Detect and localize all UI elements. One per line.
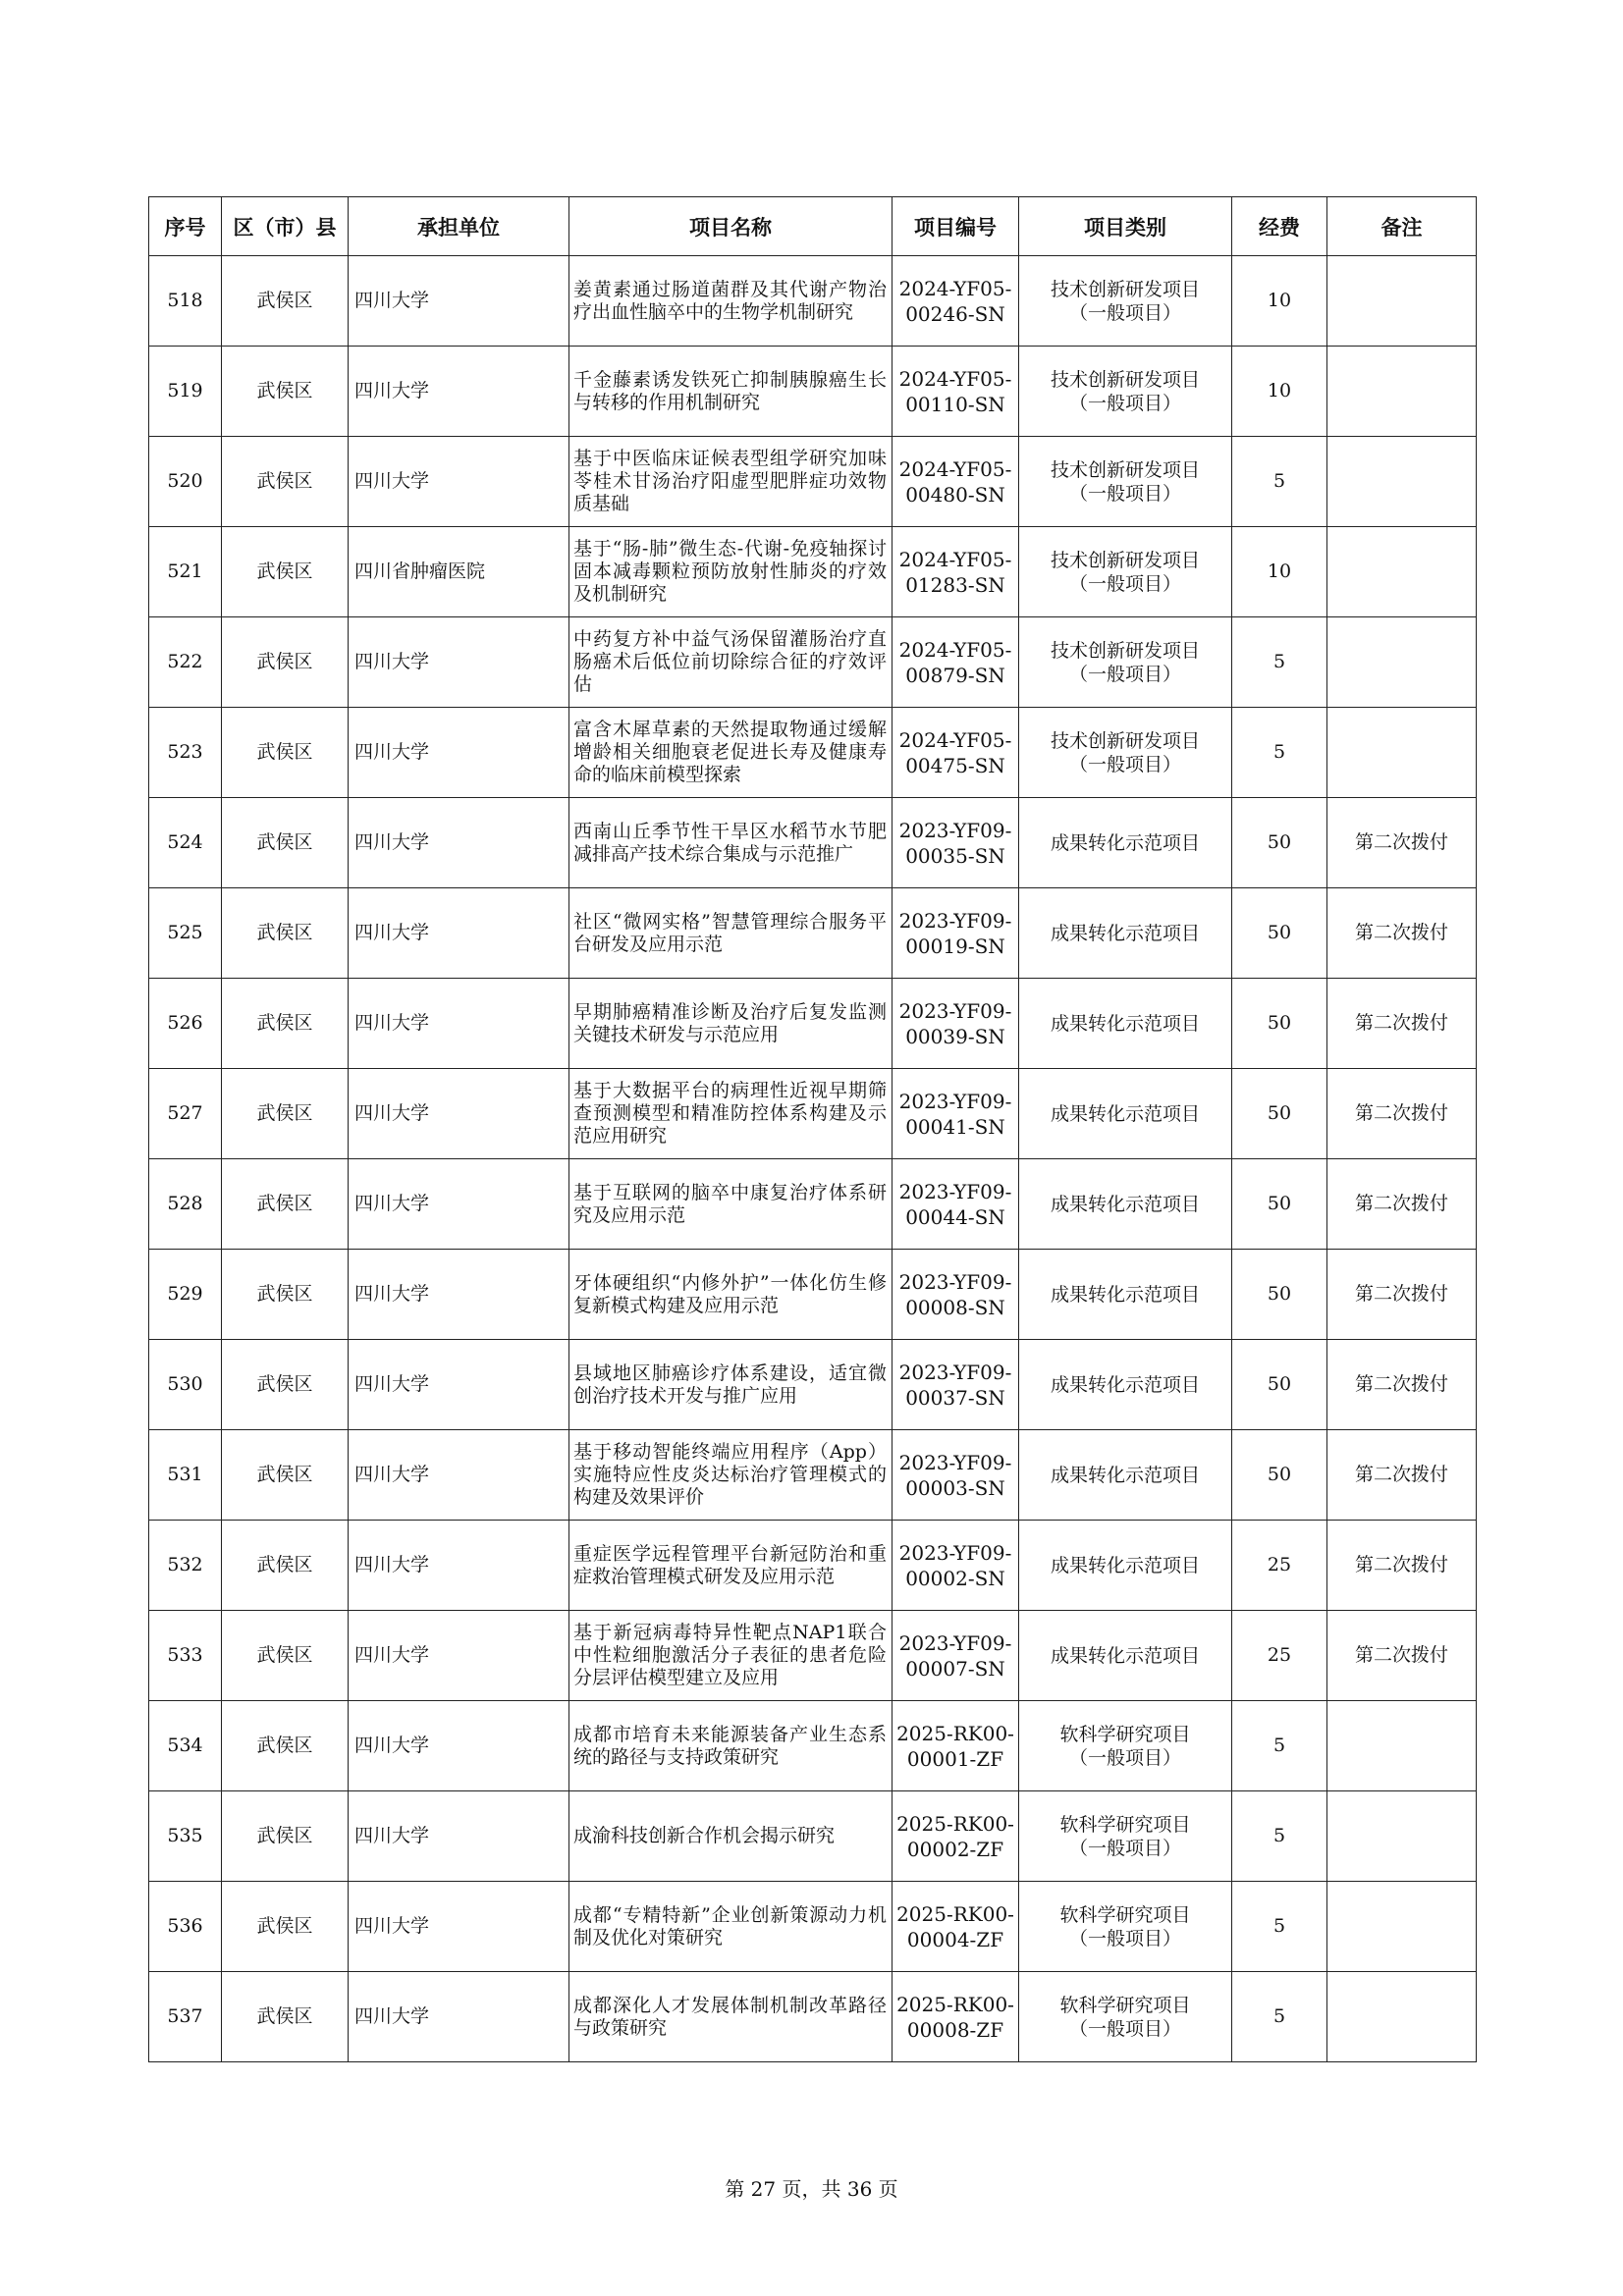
cell-project-name: 成都深化人才发展体制机制改革路径与政策研究 xyxy=(569,1972,893,2062)
cell-district: 武侯区 xyxy=(222,1701,349,1791)
header-unit: 承担单位 xyxy=(349,197,569,256)
cell-remark: 第二次拨付 xyxy=(1327,1611,1477,1701)
cell-unit: 四川大学 xyxy=(349,347,569,437)
cell-project-name: 县域地区肺癌诊疗体系建设，适宜微创治疗技术开发与推广应用 xyxy=(569,1340,893,1430)
cell-index: 523 xyxy=(149,708,222,798)
project-code-line: 2024-YF05- xyxy=(898,366,1012,391)
cell-index: 528 xyxy=(149,1159,222,1250)
cell-index: 533 xyxy=(149,1611,222,1701)
cell-unit: 四川大学 xyxy=(349,708,569,798)
cell-project-code xyxy=(893,1611,1019,1701)
project-code-line: 2024-YF05- xyxy=(898,276,1012,300)
cell-project-name: 西南山丘季节性干旱区水稻节水节肥减排高产技术综合集成与示范推广 xyxy=(569,798,893,888)
project-code-line: 2025-RK00- xyxy=(896,1901,1014,1926)
project-code-line: 00003-SN xyxy=(905,1475,1005,1500)
project-code-line: 2023-YF09- xyxy=(898,1540,1012,1565)
cell-project-name: 牙体硬组织“内修外护”一体化仿生修复新模式构建及应用示范 xyxy=(569,1250,893,1340)
cell-district: 武侯区 xyxy=(222,708,349,798)
cell-project-code xyxy=(893,617,1019,708)
project-category-line: 成果转化示范项目 xyxy=(1050,922,1200,944)
cell-project-category xyxy=(1019,1521,1232,1611)
cell-project-name: 中药复方补中益气汤保留灌肠治疗直肠癌术后低位前切除综合征的疗效评估 xyxy=(569,617,893,708)
cell-project-category xyxy=(1019,527,1232,617)
cell-funding: 50 xyxy=(1232,1069,1327,1159)
cell-project-code xyxy=(893,1972,1019,2062)
project-code-line: 2025-RK00- xyxy=(896,1992,1014,2016)
project-code-line: 2023-YF09- xyxy=(898,998,1012,1023)
project-category-line: 技术创新研发项目 xyxy=(1050,278,1200,300)
cell-index: 532 xyxy=(149,1521,222,1611)
table-row xyxy=(149,1250,1477,1340)
project-code-line: 2023-YF09- xyxy=(898,908,1012,933)
project-code-line: 00044-SN xyxy=(905,1204,1005,1229)
project-category-line: 成果转化示范项目 xyxy=(1050,1644,1200,1667)
table-body xyxy=(149,256,1477,2062)
project-code-line: 00110-SN xyxy=(905,392,1005,416)
cell-unit: 四川大学 xyxy=(349,437,569,527)
cell-district: 武侯区 xyxy=(222,1250,349,1340)
cell-unit: 四川大学 xyxy=(349,1611,569,1701)
cell-unit: 四川大学 xyxy=(349,798,569,888)
cell-district: 武侯区 xyxy=(222,1430,349,1521)
project-category-line: 成果转化示范项目 xyxy=(1050,1283,1200,1306)
cell-index: 526 xyxy=(149,979,222,1069)
cell-district: 武侯区 xyxy=(222,256,349,347)
project-category-line: （一般项目） xyxy=(1068,663,1181,685)
cell-district: 武侯区 xyxy=(222,888,349,979)
project-category-line: 成果转化示范项目 xyxy=(1050,1012,1200,1035)
cell-project-name: 基于互联网的脑卒中康复治疗体系研究及应用示范 xyxy=(569,1159,893,1250)
cell-remark: 第二次拨付 xyxy=(1327,1521,1477,1611)
project-code-line: 00039-SN xyxy=(905,1024,1005,1048)
cell-index: 530 xyxy=(149,1340,222,1430)
cell-project-category xyxy=(1019,1882,1232,1972)
cell-unit: 四川大学 xyxy=(349,1521,569,1611)
project-code-line: 2023-YF09- xyxy=(898,1630,1012,1655)
cell-project-category xyxy=(1019,1972,1232,2062)
cell-project-name: 成都市培育未来能源装备产业生态系统的路径与支持政策研究 xyxy=(569,1701,893,1791)
project-code-line: 00475-SN xyxy=(905,753,1005,777)
cell-project-code xyxy=(893,1159,1019,1250)
project-category-line: （一般项目） xyxy=(1068,482,1181,505)
cell-project-code xyxy=(893,1882,1019,1972)
cell-project-name: 成渝科技创新合作机会揭示研究 xyxy=(569,1791,893,1882)
cell-project-code xyxy=(893,527,1019,617)
cell-remark xyxy=(1327,708,1477,798)
table-row xyxy=(149,979,1477,1069)
cell-project-code xyxy=(893,1791,1019,1882)
cell-unit: 四川大学 xyxy=(349,1430,569,1521)
project-category-line: 技术创新研发项目 xyxy=(1050,549,1200,571)
project-table xyxy=(148,196,1477,2062)
cell-district: 武侯区 xyxy=(222,1521,349,1611)
cell-project-code xyxy=(893,1430,1019,1521)
cell-project-code xyxy=(893,1069,1019,1159)
cell-project-name: 基于“肠-肺”微生态-代谢-免疫轴探讨固本减毒颗粒预防放射性肺炎的疗效及机制研究 xyxy=(569,527,893,617)
cell-district: 武侯区 xyxy=(222,617,349,708)
cell-remark xyxy=(1327,347,1477,437)
cell-district: 武侯区 xyxy=(222,1791,349,1882)
table-row xyxy=(149,1611,1477,1701)
cell-project-category xyxy=(1019,617,1232,708)
cell-project-category xyxy=(1019,437,1232,527)
cell-project-category xyxy=(1019,708,1232,798)
cell-district: 武侯区 xyxy=(222,798,349,888)
cell-project-code xyxy=(893,437,1019,527)
cell-project-code xyxy=(893,1521,1019,1611)
cell-project-category xyxy=(1019,1159,1232,1250)
cell-project-category xyxy=(1019,1250,1232,1340)
cell-index: 535 xyxy=(149,1791,222,1882)
project-category-line: 技术创新研发项目 xyxy=(1050,639,1200,662)
table-row xyxy=(149,1340,1477,1430)
cell-index: 525 xyxy=(149,888,222,979)
table-row xyxy=(149,256,1477,347)
cell-remark xyxy=(1327,527,1477,617)
cell-remark: 第二次拨付 xyxy=(1327,1430,1477,1521)
cell-funding: 50 xyxy=(1232,1340,1327,1430)
project-code-line: 01283-SN xyxy=(905,572,1005,597)
project-code-line: 2023-YF09- xyxy=(898,818,1012,842)
cell-index: 531 xyxy=(149,1430,222,1521)
project-category-line: 技术创新研发项目 xyxy=(1050,458,1200,481)
page-footer: 第 27 页，共 36 页 xyxy=(725,2177,898,2201)
project-category-line: （一般项目） xyxy=(1068,753,1181,775)
header-district: 区（市）县 xyxy=(222,197,349,256)
cell-unit: 四川大学 xyxy=(349,1972,569,2062)
cell-remark xyxy=(1327,1791,1477,1882)
project-code-line: 00008-ZF xyxy=(906,2017,1004,2042)
cell-funding: 25 xyxy=(1232,1521,1327,1611)
project-code-line: 2025-RK00- xyxy=(896,1721,1014,1745)
cell-funding: 50 xyxy=(1232,1159,1327,1250)
cell-index: 522 xyxy=(149,617,222,708)
table-row xyxy=(149,617,1477,708)
cell-project-category xyxy=(1019,1701,1232,1791)
cell-project-name: 基于新冠病毒特异性靶点NAP1联合中性粒细胞激活分子表征的患者危险分层评估模型建立及应用 xyxy=(569,1611,893,1701)
cell-remark: 第二次拨付 xyxy=(1327,1069,1477,1159)
cell-index: 534 xyxy=(149,1701,222,1791)
project-code-line: 00879-SN xyxy=(905,663,1005,687)
header-funding: 经费 xyxy=(1232,197,1327,256)
cell-project-category xyxy=(1019,1069,1232,1159)
header-remark: 备注 xyxy=(1327,197,1477,256)
project-code-line: 00041-SN xyxy=(905,1114,1005,1139)
cell-project-code xyxy=(893,888,1019,979)
project-category-line: 软科学研究项目 xyxy=(1059,1903,1191,1926)
cell-funding: 50 xyxy=(1232,888,1327,979)
cell-district: 武侯区 xyxy=(222,1611,349,1701)
cell-remark xyxy=(1327,1972,1477,2062)
cell-project-name: 成都“专精特新”企业创新策源动力机制及优化对策研究 xyxy=(569,1882,893,1972)
cell-index: 521 xyxy=(149,527,222,617)
cell-funding: 25 xyxy=(1232,1611,1327,1701)
cell-project-category xyxy=(1019,256,1232,347)
cell-district: 武侯区 xyxy=(222,1159,349,1250)
project-code-line: 2024-YF05- xyxy=(898,637,1012,662)
cell-project-code xyxy=(893,1701,1019,1791)
cell-index: 520 xyxy=(149,437,222,527)
cell-project-category xyxy=(1019,1430,1232,1521)
cell-funding: 10 xyxy=(1232,256,1327,347)
cell-project-name: 重症医学远程管理平台新冠防治和重症救治管理模式研发及应用示范 xyxy=(569,1521,893,1611)
cell-project-name: 富含木犀草素的天然提取物通过缓解增龄相关细胞衰老促进长寿及健康寿命的临床前模型探索 xyxy=(569,708,893,798)
header-index: 序号 xyxy=(149,197,222,256)
cell-remark: 第二次拨付 xyxy=(1327,888,1477,979)
project-code-line: 00002-SN xyxy=(905,1566,1005,1590)
project-code-line: 2023-YF09- xyxy=(898,1269,1012,1294)
project-code-line: 2023-YF09- xyxy=(898,1089,1012,1113)
project-code-line: 00002-ZF xyxy=(906,1837,1004,1861)
project-category-line: （一般项目） xyxy=(1068,1837,1181,1859)
cell-project-category xyxy=(1019,798,1232,888)
project-code-line: 2024-YF05- xyxy=(898,456,1012,481)
table-row xyxy=(149,1069,1477,1159)
cell-funding: 10 xyxy=(1232,347,1327,437)
cell-unit: 四川大学 xyxy=(349,1791,569,1882)
cell-project-category xyxy=(1019,1611,1232,1701)
cell-index: 537 xyxy=(149,1972,222,2062)
cell-unit: 四川大学 xyxy=(349,1250,569,1340)
project-code-line: 00246-SN xyxy=(905,301,1005,326)
cell-project-name: 基于大数据平台的病理性近视早期筛查预测模型和精准防控体系构建及示范应用研究 xyxy=(569,1069,893,1159)
project-category-line: 成果转化示范项目 xyxy=(1050,1102,1200,1125)
cell-index: 519 xyxy=(149,347,222,437)
project-code-line: 00007-SN xyxy=(905,1656,1005,1681)
cell-funding: 10 xyxy=(1232,527,1327,617)
cell-index: 529 xyxy=(149,1250,222,1340)
table-row xyxy=(149,1972,1477,2062)
project-code-line: 00001-ZF xyxy=(906,1746,1004,1771)
table-row xyxy=(149,798,1477,888)
cell-project-code xyxy=(893,1250,1019,1340)
project-category-line: 软科学研究项目 xyxy=(1059,1723,1191,1745)
project-code-line: 00035-SN xyxy=(905,843,1005,868)
cell-unit: 四川大学 xyxy=(349,1159,569,1250)
cell-remark: 第二次拨付 xyxy=(1327,1159,1477,1250)
cell-index: 527 xyxy=(149,1069,222,1159)
cell-project-code xyxy=(893,256,1019,347)
project-category-line: 成果转化示范项目 xyxy=(1050,1464,1200,1486)
header-project-category: 项目类别 xyxy=(1019,197,1232,256)
table-row xyxy=(149,1882,1477,1972)
cell-project-name: 基于中医临床证候表型组学研究加味苓桂术甘汤治疗阳虚型肥胖症功效物质基础 xyxy=(569,437,893,527)
project-category-line: （一般项目） xyxy=(1068,1927,1181,1949)
cell-funding: 50 xyxy=(1232,798,1327,888)
cell-remark xyxy=(1327,617,1477,708)
cell-project-code xyxy=(893,979,1019,1069)
cell-remark: 第二次拨付 xyxy=(1327,1250,1477,1340)
cell-unit: 四川大学 xyxy=(349,1340,569,1430)
header-project-name: 项目名称 xyxy=(569,197,893,256)
cell-unit: 四川大学 xyxy=(349,1701,569,1791)
cell-remark xyxy=(1327,1882,1477,1972)
cell-index: 524 xyxy=(149,798,222,888)
cell-unit: 四川大学 xyxy=(349,1882,569,1972)
cell-project-category xyxy=(1019,1791,1232,1882)
project-code-line: 2024-YF05- xyxy=(898,547,1012,571)
cell-unit: 四川省肿瘤医院 xyxy=(349,527,569,617)
table-row xyxy=(149,1521,1477,1611)
project-category-line: 软科学研究项目 xyxy=(1059,1813,1191,1836)
project-category-line: 成果转化示范项目 xyxy=(1050,1554,1200,1576)
cell-project-name: 早期肺癌精准诊断及治疗后复发监测关键技术研发与示范应用 xyxy=(569,979,893,1069)
header-project-code: 项目编号 xyxy=(893,197,1019,256)
project-category-line: 成果转化示范项目 xyxy=(1050,831,1200,854)
cell-funding: 5 xyxy=(1232,1791,1327,1882)
cell-district: 武侯区 xyxy=(222,1340,349,1430)
cell-funding: 5 xyxy=(1232,1972,1327,2062)
cell-district: 武侯区 xyxy=(222,1972,349,2062)
cell-district: 武侯区 xyxy=(222,1882,349,1972)
cell-funding: 5 xyxy=(1232,437,1327,527)
cell-district: 武侯区 xyxy=(222,527,349,617)
project-category-line: 成果转化示范项目 xyxy=(1050,1193,1200,1215)
project-code-line: 2024-YF05- xyxy=(898,727,1012,752)
cell-project-code xyxy=(893,798,1019,888)
cell-unit: 四川大学 xyxy=(349,1069,569,1159)
project-category-line: （一般项目） xyxy=(1068,572,1181,595)
cell-funding: 5 xyxy=(1232,708,1327,798)
project-code-line: 2023-YF09- xyxy=(898,1360,1012,1384)
project-category-line: （一般项目） xyxy=(1068,2017,1181,2040)
table-row xyxy=(149,437,1477,527)
cell-district: 武侯区 xyxy=(222,437,349,527)
cell-remark: 第二次拨付 xyxy=(1327,798,1477,888)
cell-project-name: 千金藤素诱发铁死亡抑制胰腺癌生长与转移的作用机制研究 xyxy=(569,347,893,437)
project-code-line: 00004-ZF xyxy=(906,1927,1004,1951)
cell-district: 武侯区 xyxy=(222,1069,349,1159)
cell-funding: 5 xyxy=(1232,1882,1327,1972)
cell-funding: 50 xyxy=(1232,1430,1327,1521)
project-code-line: 2025-RK00- xyxy=(896,1811,1014,1836)
cell-project-category xyxy=(1019,888,1232,979)
project-category-line: （一般项目） xyxy=(1068,392,1181,414)
cell-project-code xyxy=(893,708,1019,798)
cell-project-name: 社区“微网实格”智慧管理综合服务平台研发及应用示范 xyxy=(569,888,893,979)
table-row xyxy=(149,1791,1477,1882)
cell-funding: 5 xyxy=(1232,617,1327,708)
cell-index: 536 xyxy=(149,1882,222,1972)
project-category-line: 技术创新研发项目 xyxy=(1050,729,1200,752)
cell-project-code xyxy=(893,347,1019,437)
cell-remark: 第二次拨付 xyxy=(1327,1340,1477,1430)
project-code-line: 00037-SN xyxy=(905,1385,1005,1410)
cell-unit: 四川大学 xyxy=(349,888,569,979)
cell-project-category xyxy=(1019,1340,1232,1430)
cell-project-category xyxy=(1019,979,1232,1069)
project-code-line: 2023-YF09- xyxy=(898,1179,1012,1203)
project-code-line: 00019-SN xyxy=(905,934,1005,958)
cell-project-category xyxy=(1019,347,1232,437)
cell-unit: 四川大学 xyxy=(349,979,569,1069)
project-category-line: （一般项目） xyxy=(1068,301,1181,324)
cell-funding: 50 xyxy=(1232,979,1327,1069)
table-row xyxy=(149,527,1477,617)
cell-project-name: 基于移动智能终端应用程序（App）实施特应性皮炎达标治疗管理模式的构建及效果评价 xyxy=(569,1430,893,1521)
cell-project-code xyxy=(893,1340,1019,1430)
cell-district: 武侯区 xyxy=(222,347,349,437)
project-category-line: （一般项目） xyxy=(1068,1746,1181,1769)
cell-remark xyxy=(1327,256,1477,347)
project-category-line: 成果转化示范项目 xyxy=(1050,1373,1200,1396)
cell-unit: 四川大学 xyxy=(349,617,569,708)
table-row xyxy=(149,708,1477,798)
cell-district: 武侯区 xyxy=(222,979,349,1069)
cell-funding: 50 xyxy=(1232,1250,1327,1340)
project-code-line: 00480-SN xyxy=(905,482,1005,507)
cell-unit: 四川大学 xyxy=(349,256,569,347)
table-row xyxy=(149,1701,1477,1791)
cell-funding: 5 xyxy=(1232,1701,1327,1791)
table-row xyxy=(149,1430,1477,1521)
project-category-line: 软科学研究项目 xyxy=(1059,1994,1191,2016)
project-code-line: 00008-SN xyxy=(905,1295,1005,1319)
project-category-line: 技术创新研发项目 xyxy=(1050,368,1200,391)
cell-project-name: 姜黄素通过肠道菌群及其代谢产物治疗出血性脑卒中的生物学机制研究 xyxy=(569,256,893,347)
cell-remark xyxy=(1327,437,1477,527)
cell-index: 518 xyxy=(149,256,222,347)
table-row xyxy=(149,888,1477,979)
cell-remark xyxy=(1327,1701,1477,1791)
table-row xyxy=(149,1159,1477,1250)
cell-remark: 第二次拨付 xyxy=(1327,979,1477,1069)
table-header-row xyxy=(149,197,1477,256)
table-row xyxy=(149,347,1477,437)
project-code-line: 2023-YF09- xyxy=(898,1450,1012,1474)
